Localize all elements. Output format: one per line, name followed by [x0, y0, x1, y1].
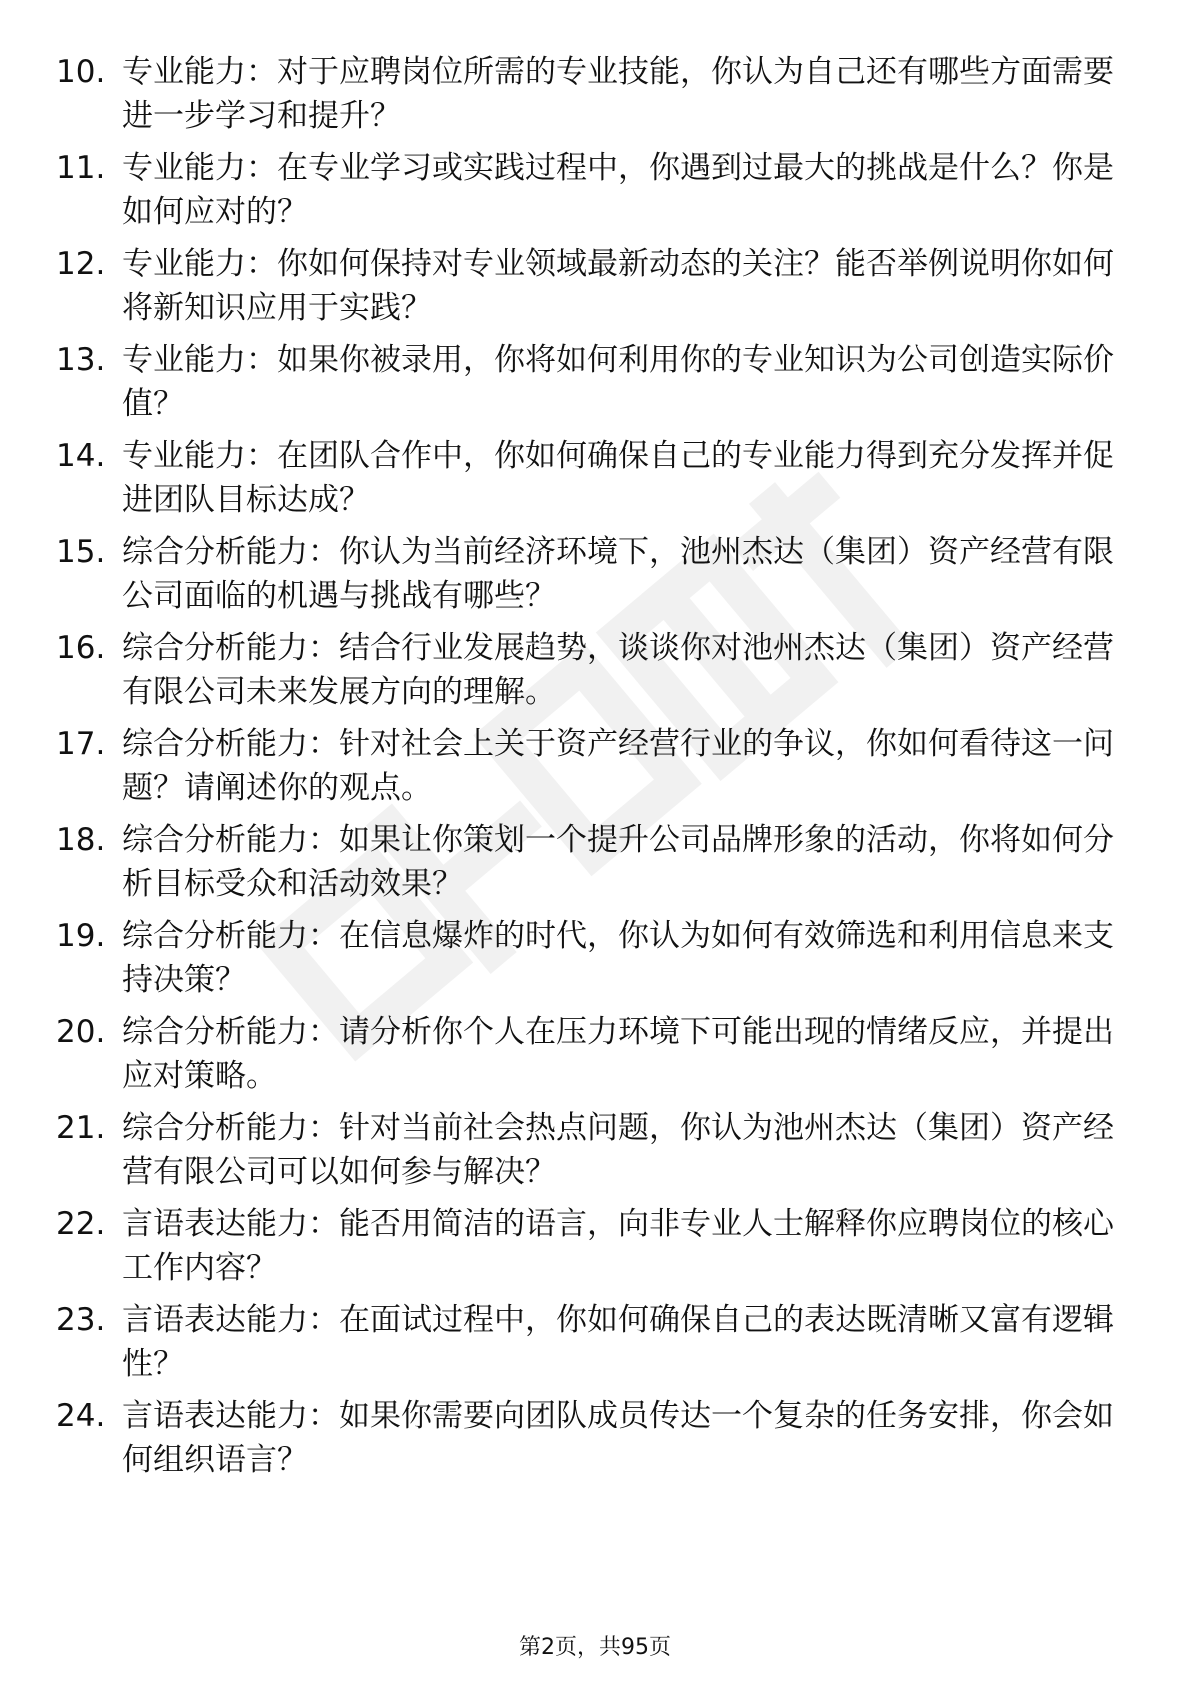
question-number: 24.: [56, 1398, 106, 1434]
question-number: 13.: [56, 342, 106, 378]
list-item: [56, 338, 1136, 434]
question-number: 20.: [56, 1014, 106, 1050]
list-item: [56, 626, 1136, 722]
question-number: 14.: [56, 438, 106, 474]
list-item: [56, 1202, 1136, 1298]
question-number: 15.: [56, 534, 106, 570]
question-text: 综合分析能力：如果让你策划一个提升公司品牌形象的活动，你将如何分析目标受众和活动效果？: [122, 822, 1114, 902]
question-text: 专业能力：如果你被录用，你将如何利用你的专业知识为公司创造实际价值？: [122, 342, 1114, 422]
question-text: 专业能力：对于应聘岗位所需的专业技能，你认为自己还有哪些方面需要进一步学习和提升？: [122, 54, 1114, 134]
question-text: 言语表达能力：如果你需要向团队成员传达一个复杂的任务安排，你会如何组织语言？: [122, 1398, 1114, 1478]
list-item: [56, 242, 1136, 338]
question-text: 综合分析能力：针对社会上关于资产经营行业的争议，你如何看待这一问题？请阐述你的观点。: [122, 726, 1114, 806]
question-text: 言语表达能力：在面试过程中，你如何确保自己的表达既清晰又富有逻辑性？: [122, 1302, 1114, 1382]
list-item: [56, 1106, 1136, 1202]
question-text: 综合分析能力：请分析你个人在压力环境下可能出现的情绪反应，并提出应对策略。: [122, 1014, 1114, 1094]
question-text: 综合分析能力：针对当前社会热点问题，你认为池州杰达（集团）资产经营有限公司可以如何参与解决？: [122, 1110, 1114, 1190]
question-list: [56, 50, 1136, 1490]
question-text: 综合分析能力：结合行业发展趋势，谈谈你对池州杰达（集团）资产经营有限公司未来发展方向的理解。: [122, 630, 1114, 710]
question-text: 专业能力：在专业学习或实践过程中，你遇到过最大的挑战是什么？你是如何应对的？: [122, 150, 1114, 230]
question-number: 22.: [56, 1206, 106, 1242]
question-text: 言语表达能力：能否用简洁的语言，向非专业人士解释你应聘岗位的核心工作内容？: [122, 1206, 1114, 1286]
question-text: 综合分析能力：在信息爆炸的时代，你认为如何有效筛选和利用信息来支持决策？: [122, 918, 1114, 998]
question-text: 专业能力：在团队合作中，你如何确保自己的专业能力得到充分发挥并促进团队目标达成？: [122, 438, 1114, 518]
list-item: [56, 434, 1136, 530]
question-number: 17.: [56, 726, 106, 762]
page-footer: [0, 1633, 1190, 1663]
list-item: [56, 722, 1136, 818]
question-number: 23.: [56, 1302, 106, 1338]
question-number: 21.: [56, 1110, 106, 1146]
list-item: [56, 50, 1136, 146]
list-item: [56, 146, 1136, 242]
list-item: [56, 1010, 1136, 1106]
list-item: [56, 818, 1136, 914]
question-number: 11.: [56, 150, 106, 186]
question-number: 12.: [56, 246, 106, 282]
question-text: 专业能力：你如何保持对专业领域最新动态的关注？能否举例说明你如何将新知识应用于实践？: [122, 246, 1114, 326]
list-item: [56, 914, 1136, 1010]
question-number: 19.: [56, 918, 106, 954]
page-number-label: 第2页，共95页: [519, 1635, 671, 1660]
question-number: 18.: [56, 822, 106, 858]
question-number: 10.: [56, 54, 106, 90]
question-text: 综合分析能力：你认为当前经济环境下，池州杰达（集团）资产经营有限公司面临的机遇与挑战有哪些？: [122, 534, 1114, 614]
list-item: [56, 530, 1136, 626]
question-number: 16.: [56, 630, 106, 666]
list-item: [56, 1298, 1136, 1394]
list-item: [56, 1394, 1136, 1490]
